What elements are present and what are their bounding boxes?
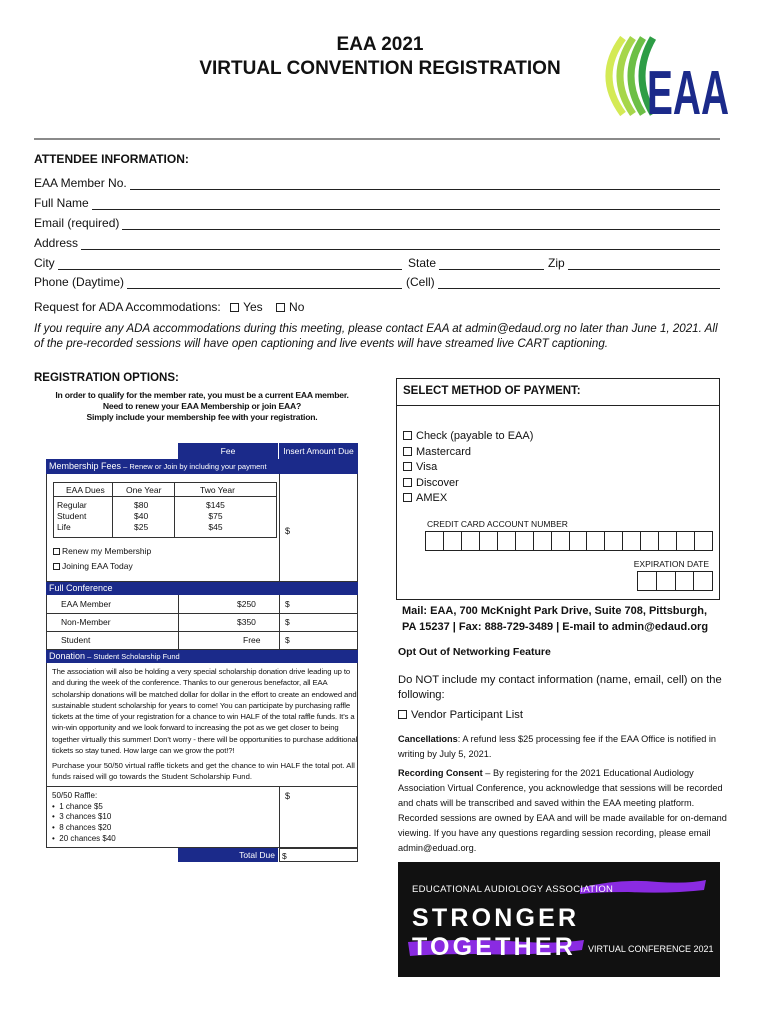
dues-col-divider-1 bbox=[112, 483, 113, 537]
phone-day-label: Phone (Daytime) bbox=[34, 275, 125, 289]
registration-heading: REGISTRATION OPTIONS: bbox=[34, 372, 179, 384]
membership-sub: – Renew or Join by including your payment bbox=[121, 462, 267, 471]
exp-date-boxes[interactable] bbox=[637, 571, 713, 591]
ada-request-label: Request for ADA Accommodations: bbox=[34, 300, 221, 314]
ada-no-label: No bbox=[289, 300, 305, 314]
exp-digit-box[interactable] bbox=[638, 572, 657, 590]
pay-mastercard[interactable] bbox=[403, 445, 533, 461]
raffle-item-3-text: 8 chances $20 bbox=[59, 823, 112, 833]
conf-fee-member: $250 bbox=[237, 599, 256, 609]
dues-table bbox=[53, 482, 277, 538]
cc-digit-box[interactable] bbox=[659, 532, 677, 550]
membership-header bbox=[46, 459, 358, 474]
pay-visa-checkbox[interactable] bbox=[403, 462, 412, 471]
pay-discover-checkbox[interactable] bbox=[403, 478, 412, 487]
cancellations-body: : A refund less $25 processing fee if the EAA Office is notified in writing by July 5, 2021. bbox=[398, 734, 717, 759]
pay-amex-checkbox[interactable] bbox=[403, 493, 412, 502]
title-line-2: VIRTUAL CONVENTION REGISTRATION bbox=[199, 58, 561, 79]
cc-digit-box[interactable] bbox=[695, 532, 712, 550]
raffle-divider bbox=[47, 786, 357, 787]
amount-column-header bbox=[279, 443, 358, 459]
amount-col-label: Insert Amount Due bbox=[283, 446, 354, 456]
vendor-checkbox[interactable] bbox=[398, 710, 407, 719]
pay-mastercard-checkbox[interactable] bbox=[403, 447, 412, 456]
membership-section bbox=[46, 474, 358, 582]
donation-header bbox=[46, 650, 358, 663]
optout-heading: Opt Out of Networking Feature bbox=[398, 646, 551, 658]
donation-heading: Donation bbox=[49, 651, 86, 661]
donation-section bbox=[46, 663, 358, 848]
eaa-logo bbox=[585, 30, 730, 128]
optout-text: Do NOT include my contact information (name, email, cell) on the following: bbox=[398, 674, 722, 701]
mail-info: Mail: EAA, 700 McKnight Park Drive, Suite 708, Pittsburgh, PA 15237 | Fax: 888-729-3489 | E-mail to admin@edaud.org bbox=[402, 605, 709, 633]
ada-note: If you require any ADA accommodations during this meeting, please contact EAA at admin@edaud.org no later than June 1, 2021. All of the pre-recorded sessions will have open captioning and live events will have streamed live CART captioning. bbox=[34, 322, 718, 350]
raffle-col-divider bbox=[279, 786, 280, 848]
banner-org: EDUCATIONAL AUDIOLOGY ASSOCIATION bbox=[412, 884, 614, 895]
cc-digit-box[interactable] bbox=[677, 532, 695, 550]
state-field[interactable] bbox=[408, 254, 544, 270]
conf-amt-nonmember[interactable]: $ bbox=[285, 617, 290, 627]
cc-digit-box[interactable] bbox=[552, 532, 570, 550]
payment-options bbox=[403, 429, 533, 507]
dues-header-two: Two Year bbox=[200, 485, 235, 495]
raffle-item-4: • 20 chances $40 bbox=[52, 833, 116, 843]
conf-label-member: EAA Member bbox=[61, 599, 112, 609]
payment-box bbox=[396, 378, 720, 600]
exp-label: EXPIRATION DATE bbox=[633, 559, 709, 569]
raffle-item-2: • 3 chances $10 bbox=[52, 812, 112, 822]
ada-no-checkbox[interactable] bbox=[276, 303, 285, 312]
attendee-heading: ATTENDEE INFORMATION: bbox=[34, 152, 189, 166]
raffle-text: Purchase your 50/50 virtual raffle tickets and get the chance to win HALF the total pot. All funds raised will go towards the Student Scholarship Fund. bbox=[52, 761, 355, 782]
pay-check[interactable] bbox=[403, 429, 533, 445]
conference-banner bbox=[398, 862, 720, 977]
pay-amex-label: AMEX bbox=[416, 492, 448, 504]
zip-field[interactable] bbox=[548, 254, 720, 270]
cc-digit-box[interactable] bbox=[498, 532, 516, 550]
banner-sub: VIRTUAL CONFERENCE 2021 bbox=[588, 944, 714, 954]
raffle-list bbox=[52, 791, 116, 845]
conf-row-divider-1 bbox=[47, 613, 357, 614]
fee-col-label: Fee bbox=[220, 446, 236, 456]
cc-digit-box[interactable] bbox=[587, 532, 605, 550]
banner-slogan: STRONGER TOGETHER bbox=[412, 904, 580, 961]
renew-row bbox=[53, 546, 151, 556]
email-label: Email (required) bbox=[34, 216, 120, 230]
email-field[interactable] bbox=[34, 214, 720, 230]
cc-digit-box[interactable] bbox=[426, 532, 444, 550]
membership-amount-dollar: $ bbox=[285, 526, 291, 536]
raffle-amount-dollar[interactable]: $ bbox=[285, 791, 291, 801]
pay-discover-label: Discover bbox=[416, 476, 459, 489]
payment-heading: SELECT METHOD OF PAYMENT: bbox=[403, 385, 581, 397]
exp-digit-box[interactable] bbox=[676, 572, 695, 590]
full-name-label: Full Name bbox=[34, 196, 89, 210]
dues-types: Regular Student Life bbox=[57, 500, 87, 532]
pay-amex[interactable] bbox=[403, 491, 533, 507]
ada-request-row bbox=[34, 300, 304, 314]
donation-text: The association will also be holding a very special scholarship donation drive leading up to and during the week of the conference. Thanks to our generous benefactor, all EAA scholarship donations will be matched dollar for dollar in the effort to create an endowed and sustainable student scholarship for years to come! You can participate by purchasing raffle tickets at the time of your registration for a chance to win HALF of the total raffle funds. It’s a win-win opportunity and we look forward to increasing the pot as we get closer to being together virtually this summer! Don’t worry - there will be opportunities to purchase additional tickets so stay tuned. How large can we grow the pot!?! bbox=[52, 667, 358, 756]
city-label: City bbox=[34, 256, 55, 270]
total-due-amount[interactable]: $ bbox=[279, 848, 358, 862]
qualify-note-2: Need to renew your EAA Membership or join EAA? bbox=[102, 401, 302, 411]
total-due-label bbox=[178, 848, 278, 862]
cc-digit-box[interactable] bbox=[462, 532, 480, 550]
qualify-note-1: In order to qualify for the member rate, you must be a current EAA member. bbox=[55, 390, 349, 400]
address-label: Address bbox=[34, 236, 79, 250]
conf-col-divider-2 bbox=[279, 595, 280, 650]
joining-label: Joining EAA Today bbox=[62, 561, 133, 571]
cell-label: (Cell) bbox=[406, 275, 435, 289]
phone-day-field[interactable] bbox=[34, 273, 402, 289]
member-no-field[interactable] bbox=[34, 174, 720, 190]
cancellations-text bbox=[398, 732, 728, 762]
raffle-item-1: • 1 chance $5 bbox=[52, 801, 103, 811]
logo-text: EAA bbox=[647, 59, 729, 128]
conf-fee-student: Free bbox=[243, 635, 261, 645]
full-name-field[interactable] bbox=[34, 194, 720, 210]
pay-check-checkbox[interactable] bbox=[403, 431, 412, 440]
conf-fee-nonmember: $350 bbox=[237, 617, 256, 627]
qualify-note bbox=[46, 390, 358, 423]
membership-amount-divider bbox=[279, 474, 280, 582]
pay-check-label: Check (payable to EAA) bbox=[416, 430, 534, 442]
raffle-item-4-text: 20 chances $40 bbox=[59, 833, 116, 843]
pay-mastercard-label: Mastercard bbox=[416, 445, 472, 458]
pay-visa[interactable] bbox=[403, 460, 533, 476]
full-conference-heading: Full Conference bbox=[49, 583, 113, 593]
city-field[interactable] bbox=[34, 254, 402, 270]
dues-two-year: $145 $75 $45 bbox=[206, 500, 225, 532]
cc-digit-box[interactable] bbox=[516, 532, 534, 550]
conf-label-nonmember: Non-Member bbox=[61, 617, 111, 627]
pay-visa-label: Visa bbox=[416, 461, 438, 473]
cc-digit-box[interactable] bbox=[480, 532, 498, 550]
header-divider bbox=[34, 138, 720, 140]
raffle-item-2-text: 3 chances $10 bbox=[59, 812, 112, 822]
vendor-row[interactable] bbox=[398, 709, 523, 721]
recording-body: – By registering for the 2021 Educational Audiology Association Virtual Conference, you acknowledge that sessions will be recorded and chats will be transcribed and saved within the EAA meeting platform. Recorded sessions are owned by EAA and will be made available for on-demand viewing. If you have any questions regarding session recording, please email admin@eduad.org. bbox=[398, 768, 727, 853]
raffle-item-1-text: 1 chance $5 bbox=[59, 801, 103, 811]
conf-label-student: Student bbox=[61, 635, 91, 645]
state-label: State bbox=[408, 256, 437, 270]
cell-field[interactable] bbox=[406, 273, 720, 289]
address-field[interactable] bbox=[34, 234, 720, 250]
cc-digit-box[interactable] bbox=[641, 532, 659, 550]
recording-label: Recording Consent bbox=[398, 768, 483, 778]
cc-label: CREDIT CARD ACCOUNT NUMBER bbox=[427, 519, 568, 529]
member-no-label: EAA Member No. bbox=[34, 176, 127, 190]
title-line-1: EAA 2021 bbox=[336, 34, 424, 55]
membership-heading: Membership Fees bbox=[49, 461, 122, 471]
raffle-heading: 50/50 Raffle: bbox=[52, 791, 98, 800]
recording-text bbox=[398, 766, 728, 856]
payment-heading-rule bbox=[397, 405, 719, 406]
conf-amt-student[interactable]: $ bbox=[285, 635, 290, 645]
cc-number-boxes[interactable] bbox=[425, 531, 713, 551]
fee-column-header bbox=[178, 443, 278, 459]
raffle-item-3: • 8 chances $20 bbox=[52, 823, 112, 833]
dues-col-divider-2 bbox=[174, 483, 175, 537]
conf-row-divider-2 bbox=[47, 631, 357, 632]
dues-header-one: One Year bbox=[126, 485, 162, 495]
cc-digit-box[interactable] bbox=[570, 532, 588, 550]
cc-digit-box[interactable] bbox=[605, 532, 623, 550]
renew-label: Renew my Membership bbox=[62, 546, 152, 556]
ada-yes-label: Yes bbox=[243, 300, 263, 314]
pay-discover[interactable] bbox=[403, 476, 533, 492]
renew-checkbox[interactable] bbox=[53, 548, 60, 555]
dues-header-type: EAA Dues bbox=[66, 485, 105, 495]
conf-amt-member[interactable]: $ bbox=[285, 599, 290, 609]
exp-digit-box[interactable] bbox=[657, 572, 676, 590]
cancellations-label: Cancellations bbox=[398, 734, 458, 744]
dues-one-year: $80 $40 $25 bbox=[134, 500, 149, 532]
full-conference-header bbox=[46, 582, 358, 595]
ada-yes-checkbox[interactable] bbox=[230, 303, 239, 312]
conf-col-divider-1 bbox=[178, 595, 179, 650]
vendor-label: Vendor Participant List bbox=[411, 709, 523, 721]
joining-row bbox=[53, 561, 133, 571]
total-due-text: Total Due bbox=[239, 850, 275, 860]
cc-digit-box[interactable] bbox=[623, 532, 641, 550]
cc-digit-box[interactable] bbox=[534, 532, 552, 550]
cc-digit-box[interactable] bbox=[444, 532, 462, 550]
joining-checkbox[interactable] bbox=[53, 563, 60, 570]
donation-sub: – Student Scholarship Fund bbox=[85, 652, 180, 661]
zip-label: Zip bbox=[548, 256, 565, 270]
exp-digit-box[interactable] bbox=[694, 572, 712, 590]
qualify-note-3: Simply include your membership fee with your registration. bbox=[86, 412, 318, 422]
full-conference-table bbox=[46, 595, 358, 650]
